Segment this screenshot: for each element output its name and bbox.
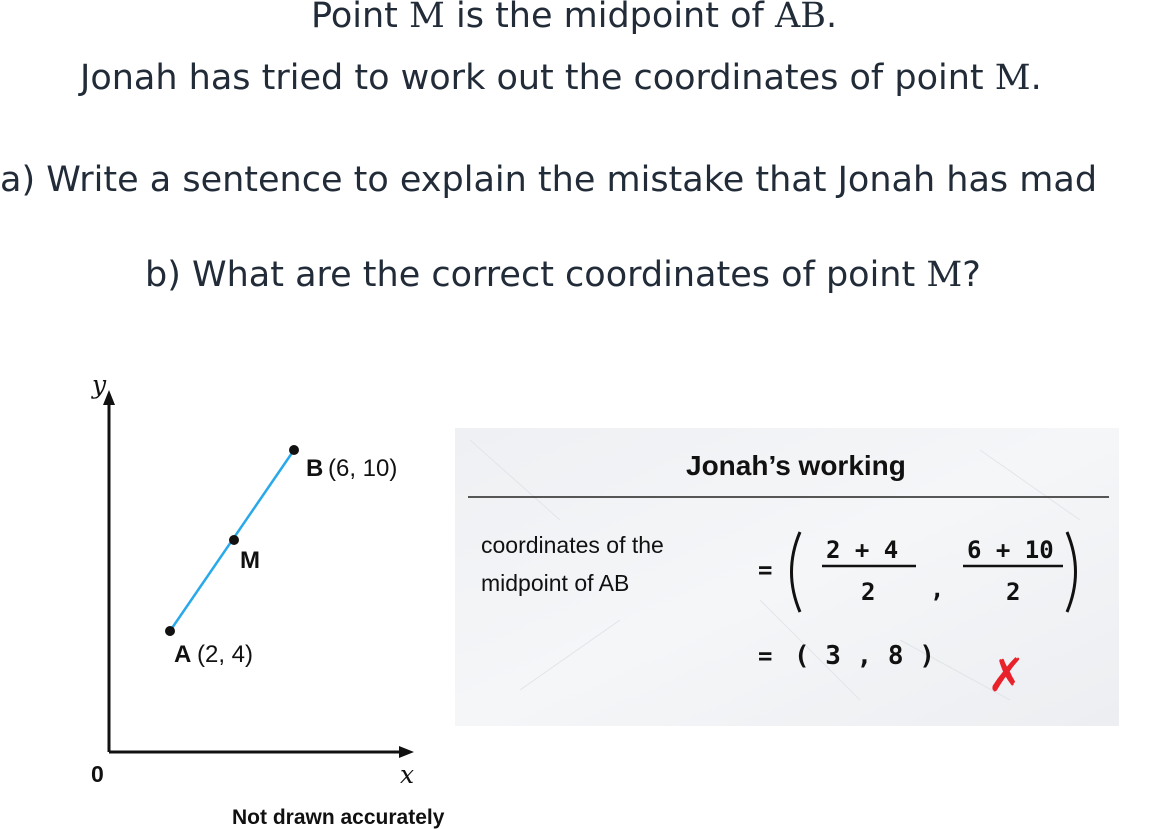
red-cross-mark-icon: ✗ [987,648,1026,702]
question-line-1-mid: is the midpoint of [444,0,775,36]
point-a-coords: (2, 4) [197,641,254,668]
point-m-name: M [240,547,260,574]
working-equals-2: = [758,642,773,670]
working-label-line-1: coordinates of the [481,532,664,558]
working-label-line-2: midpoint of AB [481,570,630,596]
question-line-1-pre: Point [311,0,410,36]
x-denominator: 2 [861,578,876,606]
y-axis-label: y [92,370,107,399]
point-b-dot [289,445,299,455]
part-b-end: ? [962,255,981,295]
question-line-2-pre: Jonah has tried to work out the coordinates of point [80,58,995,98]
working-comma: , [930,575,945,603]
y-denominator: 2 [1006,578,1021,606]
coordinate-axes [103,390,414,758]
point-m-variable: M [926,255,963,295]
working-equals-1: = [758,556,773,584]
point-m-variable: M [994,58,1031,98]
working-title: Jonah’s working [686,450,906,481]
question-line-1-end: . [825,0,838,36]
point-b-name: B [306,455,324,482]
part-b-pre: b) What are the correct coordinates of point [145,255,927,295]
y-numerator: 6 + 10 [967,536,1054,564]
question-line-2-end: . [1030,58,1042,98]
not-drawn-accurately-note: Not drawn accurately [232,806,445,829]
working-result: ( 3 , 8 ) [794,641,935,671]
part-a-question: a) Write a sentence to explain the mistake that Jonah has mad [0,160,1098,200]
origin-label: 0 [91,761,104,787]
x-numerator: 2 + 4 [826,536,899,564]
point-m-dot [229,535,239,545]
point-b-coords: (6, 10) [328,455,398,482]
segment-ab-variable: AB [774,0,826,36]
jonah-working-card [455,428,1119,726]
point-m-variable: M [409,0,445,36]
point-a-name: A [174,641,192,668]
point-a-dot [165,626,175,636]
x-axis-arrow-icon [399,746,414,758]
x-axis-label: x [400,760,415,789]
